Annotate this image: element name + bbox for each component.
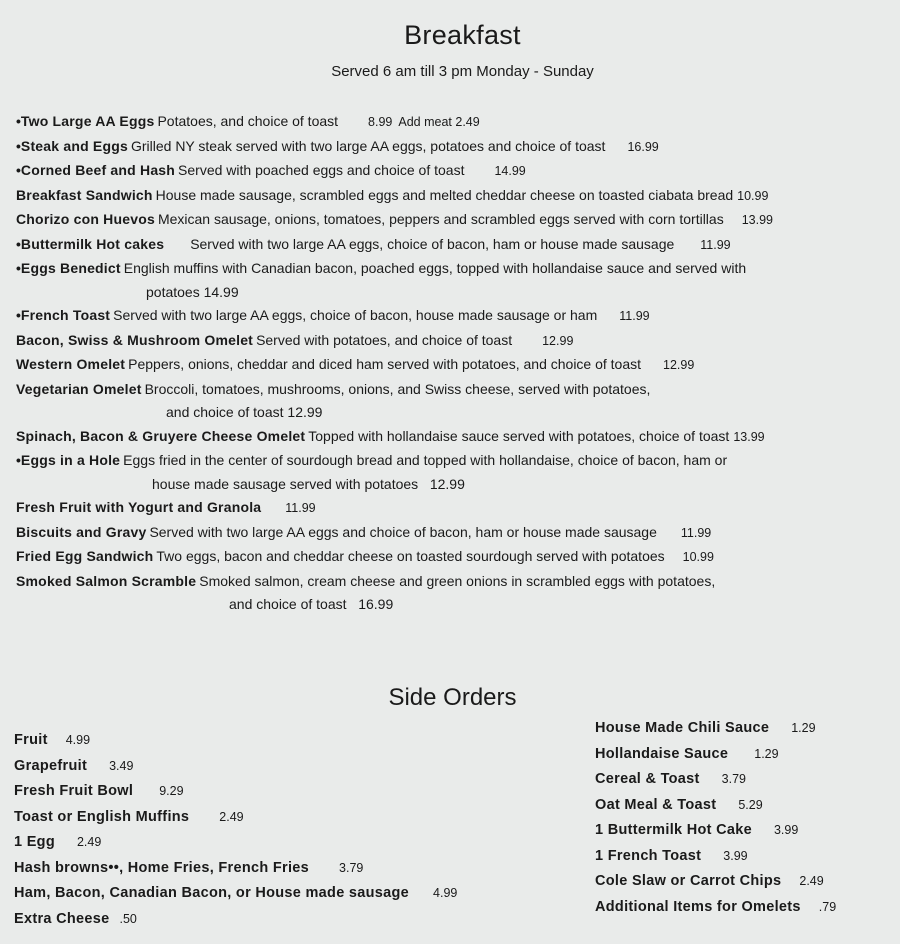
side-item-price: 3.79 [339, 860, 364, 875]
side-item [14, 728, 457, 754]
item-name: Spinach, Bacon & Gruyere Cheese Omelet [16, 427, 306, 444]
item-name: Chorizo con Huevos [16, 211, 155, 227]
item-description: English muffins with Canadian bacon, poached eggs, topped with hollandaise sauce and served with [123, 260, 747, 276]
menu-item [16, 208, 896, 233]
item-name: Corned Beef and Hash [20, 162, 176, 178]
bullet: • [16, 307, 21, 323]
menu-item [16, 184, 896, 209]
item-description: Served with poached eggs and choice of toast [178, 162, 465, 178]
side-item-name: Hash browns••, Home Fries, French Fries [14, 859, 310, 876]
item-description: Served with two large AA eggs, choice of bacon, ham or house made sausage [190, 235, 675, 252]
side-item-price: 2.49 [76, 835, 102, 849]
menu-item [16, 233, 896, 258]
item-description: Served with potatoes, and choice of toast [256, 331, 513, 348]
menu-item-continuation [16, 401, 896, 425]
side-item-name: 1 French Toast [595, 847, 702, 864]
item-price: 11.99 [680, 525, 712, 540]
side-item-price: 3.49 [109, 758, 134, 773]
item-name: Buttermilk Hot cakes [20, 235, 165, 252]
side-item [595, 716, 836, 742]
menu-item [16, 496, 896, 521]
side-item-price: .79 [818, 899, 837, 914]
item-price: 10.99 [682, 550, 714, 564]
item-description: Two eggs, bacon and cheddar cheese on toasted sourdough served with potatoes [156, 548, 665, 564]
side-item-name: Additional Items for Omelets [595, 898, 801, 915]
item-continuation: and choice of toast 16.99 [229, 596, 394, 612]
side-item-price: 3.99 [773, 823, 799, 837]
menu-item [16, 545, 896, 570]
item-name: Fried Egg Sandwich [16, 548, 154, 564]
menu-item [16, 110, 896, 135]
bullet: • [16, 113, 21, 129]
item-description: House made sausage, scrambled eggs and melted cheddar cheese on toasted ciabata bread [155, 186, 734, 203]
item-price: 11.99 [285, 501, 316, 515]
side-item-name: House Made Chili Sauce [595, 720, 770, 736]
side-item-name: Toast or English Muffins [14, 808, 190, 825]
item-description: Broccoli, tomatoes, mushrooms, onions, and Swiss cheese, served with potatoes, [144, 380, 651, 397]
item-name: Western Omelet [16, 356, 126, 372]
side-item [595, 844, 836, 870]
menu-item [16, 425, 896, 450]
side-item [595, 742, 836, 768]
side-item-price: 5.29 [738, 797, 763, 812]
menu-item [16, 304, 896, 329]
bullet: • [16, 137, 21, 154]
item-description: Peppers, onions, cheddar and diced ham served with potatoes, and choice of toast [128, 356, 642, 372]
menu-item [16, 329, 896, 354]
side-item-price: 1.29 [791, 721, 816, 735]
serving-hours: Served 6 am till 3 pm Monday - Sunday [331, 63, 594, 80]
side-item-name: Hollandaise Sauce [595, 745, 729, 762]
menu-item [16, 449, 896, 473]
side-item-name: 1 Buttermilk Hot Cake [595, 822, 752, 838]
side-item-price: 3.99 [723, 848, 748, 863]
item-description: Topped with hollandaise sauce served with potatoes, choice of toast [308, 427, 730, 444]
item-price: 10.99 [737, 188, 769, 203]
item-price: 12.99 [663, 358, 695, 372]
item-name: Two Large AA Eggs [20, 113, 155, 129]
menu-item [16, 353, 896, 378]
bullet: • [16, 260, 21, 276]
item-description: Smoked salmon, cream cheese and green onions in scrambled eggs with potatoes, [199, 572, 716, 589]
side-item [14, 881, 457, 907]
side-item [14, 754, 457, 780]
item-name: French Toast [20, 307, 111, 323]
side-item [595, 767, 836, 793]
side-item-price: 4.99 [433, 886, 458, 900]
side-item [595, 895, 836, 921]
item-description: Grilled NY steak served with two large AA eggs, potatoes and choice of toast [130, 137, 606, 154]
item-price: 13.99 [733, 429, 765, 444]
side-item-name: 1 Egg [14, 834, 55, 850]
item-price: 11.99 [700, 237, 731, 252]
side-item [595, 818, 836, 844]
item-continuation: potatoes 14.99 [146, 283, 239, 300]
item-price: 14.99 [494, 164, 526, 178]
item-price: 8.99 [368, 115, 393, 129]
item-description: Mexican sausage, onions, tomatoes, peppers and scrambled eggs served with corn tortillas [157, 211, 724, 227]
menu-item [16, 257, 896, 281]
side-item [14, 779, 457, 805]
item-name: Fresh Fruit with Yogurt and Granola [16, 499, 262, 515]
side-item-name: Oat Meal & Toast [595, 796, 717, 813]
item-price: 12.99 [542, 333, 574, 348]
item-continuation: and choice of toast 12.99 [166, 404, 323, 420]
side-item [14, 805, 457, 831]
item-name: Breakfast Sandwich [16, 186, 153, 203]
menu-item-continuation [16, 473, 896, 497]
side-item-name: Fresh Fruit Bowl [14, 783, 134, 799]
side-item-name: Fruit [14, 732, 48, 748]
item-description: Potatoes, and choice of toast [157, 113, 339, 129]
side-item-price: 2.49 [219, 809, 244, 824]
side-item-name: Extra Cheese [14, 910, 110, 927]
side-orders-right-column [595, 716, 836, 920]
item-continuation: house made sausage served with potatoes 12.99 [152, 475, 465, 492]
menu-item [16, 135, 896, 160]
side-item-name: Cereal & Toast [595, 771, 700, 787]
side-item [14, 830, 457, 856]
item-name: Biscuits and Gravy [16, 523, 147, 540]
side-item-name: Ham, Bacon, Canadian Bacon, or House made sausage [14, 885, 410, 901]
menu-item [16, 159, 896, 184]
item-name: Vegetarian Omelet [16, 380, 142, 397]
bullet: • [16, 235, 21, 252]
side-item-name: Grapefruit [14, 757, 88, 774]
page-title: Breakfast [404, 20, 521, 50]
side-orders-left-column [14, 728, 457, 932]
side-orders-title: Side Orders [388, 684, 517, 711]
menu-item [16, 378, 896, 402]
item-description: Served with two large AA eggs, choice of bacon, house made sausage or ham [113, 307, 598, 323]
menu-item-continuation [16, 281, 896, 305]
side-item-name: Cole Slaw or Carrot Chips [595, 873, 782, 889]
side-item [595, 869, 836, 895]
item-extra: Add meat 2.49 [398, 115, 480, 129]
side-item [595, 793, 836, 819]
side-item-price: 3.79 [721, 772, 747, 786]
menu-item-continuation [16, 593, 896, 617]
side-item [14, 856, 457, 882]
side-item-price: .50 [119, 911, 137, 926]
bullet: • [16, 452, 21, 468]
side-item-price: 9.29 [159, 784, 184, 798]
bullet: • [16, 162, 21, 178]
item-name: Steak and Eggs [20, 137, 128, 154]
side-item [14, 907, 457, 933]
side-item-price: 4.99 [65, 733, 91, 747]
item-name: Bacon, Swiss & Mushroom Omelet [16, 331, 254, 348]
item-name: Smoked Salmon Scramble [16, 572, 197, 589]
item-price: 16.99 [627, 139, 659, 154]
menu-item [16, 521, 896, 546]
side-item-price: 2.49 [799, 874, 824, 888]
side-item-price: 1.29 [754, 746, 779, 761]
breakfast-items [16, 110, 896, 617]
menu-item [16, 570, 896, 594]
item-description: Eggs fried in the center of sourdough bread and topped with hollandaise, choice of bacon, ham or [123, 452, 728, 468]
item-price: 11.99 [619, 309, 650, 323]
item-name: Eggs in a Hole [20, 452, 121, 468]
item-price: 13.99 [741, 213, 773, 227]
item-name: Eggs Benedict [20, 260, 121, 276]
item-description: Served with two large AA eggs and choice of bacon, ham or house made sausage [149, 523, 657, 540]
